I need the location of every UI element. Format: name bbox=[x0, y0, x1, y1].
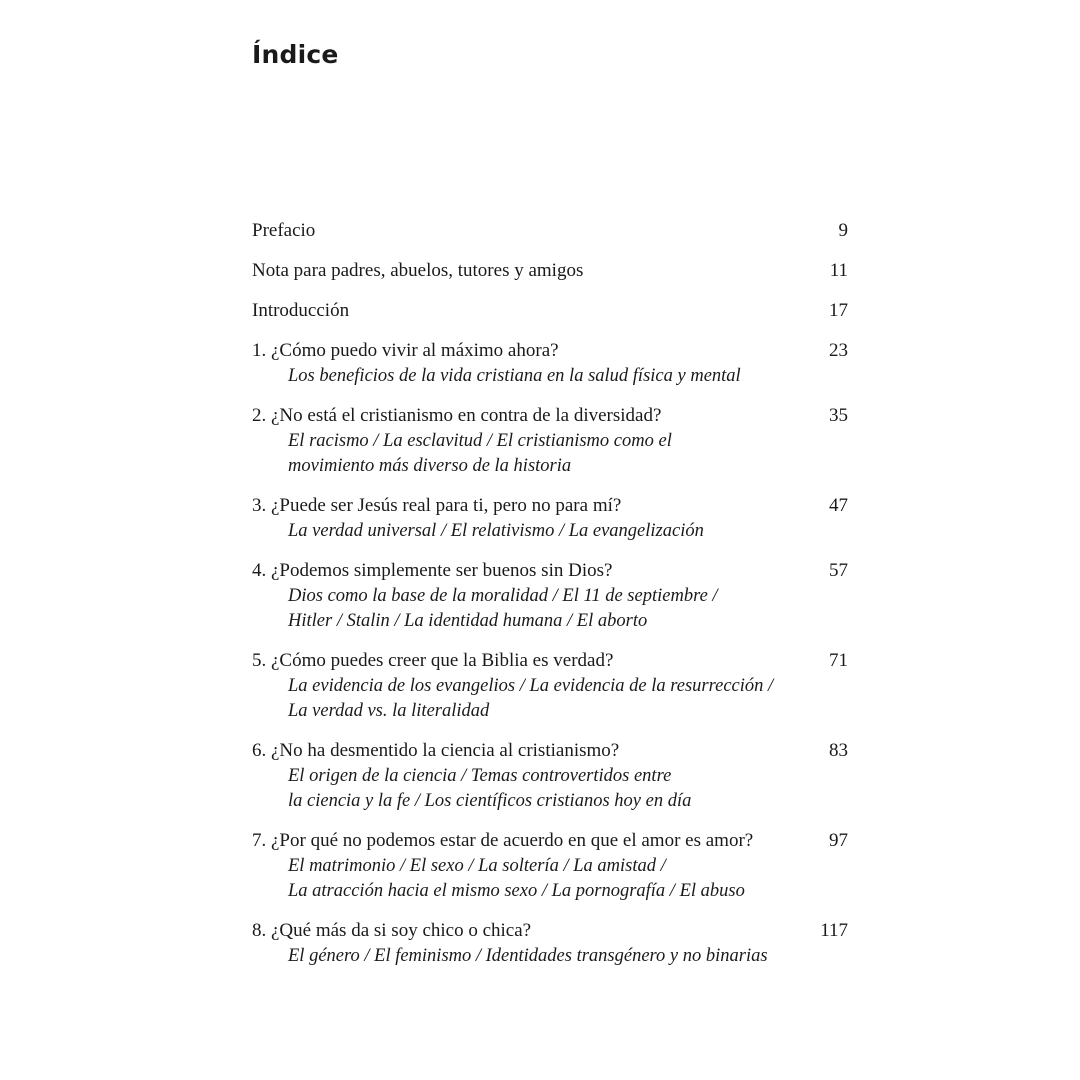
toc-entry-page: 17 bbox=[829, 300, 848, 321]
toc-entry-chapter-7 bbox=[252, 827, 850, 904]
toc-entry-subtopics bbox=[252, 944, 850, 969]
toc-subtopic-line: La evidencia de los evangelios / La evidencia de la resurrección / bbox=[288, 676, 774, 696]
toc-entry-page: 117 bbox=[820, 920, 848, 941]
toc-subtopic-line: El género / El feminismo / Identidades transgénero y no binarias bbox=[288, 946, 768, 966]
toc-subtopic-line: Los beneficios de la vida cristiana en la salud física y mental bbox=[288, 366, 741, 386]
toc-entry-nota bbox=[252, 257, 850, 284]
toc-subtopic-line: Hitler / Stalin / La identidad humana / El aborto bbox=[288, 611, 648, 631]
toc-entry-chapter-1 bbox=[252, 337, 850, 389]
toc-entry-page: 71 bbox=[829, 650, 848, 671]
toc-subtopic-line: El racismo / La esclavitud / El cristianismo como el bbox=[288, 431, 672, 451]
toc-subtopic-line: El matrimonio / El sexo / La soltería / La amistad / bbox=[288, 856, 666, 876]
toc-entry-chapter-6 bbox=[252, 737, 850, 814]
toc-entry-subtopics bbox=[252, 584, 850, 634]
toc-entry-subtopics bbox=[252, 854, 850, 904]
page-title: Índice bbox=[252, 40, 339, 69]
toc-entry-title: 1. ¿Cómo puedo vivir al máximo ahora? bbox=[252, 340, 559, 361]
toc-subtopic-line: El origen de la ciencia / Temas controvertidos entre bbox=[288, 766, 672, 786]
toc-entry-prefacio bbox=[252, 217, 850, 244]
toc-entry-page: 97 bbox=[829, 830, 848, 851]
toc-entry-title: Introducción bbox=[252, 300, 350, 321]
table-of-contents bbox=[252, 217, 850, 982]
toc-entry-title: Prefacio bbox=[252, 220, 316, 241]
toc-entry-chapter-3 bbox=[252, 492, 850, 544]
toc-entry-chapter-8 bbox=[252, 917, 850, 969]
toc-entry-page: 35 bbox=[829, 405, 848, 426]
toc-entry-title: 6. ¿No ha desmentido la ciencia al cristianismo? bbox=[252, 740, 620, 761]
toc-entry-page: 23 bbox=[829, 340, 848, 361]
toc-entry-page: 83 bbox=[829, 740, 848, 761]
toc-entry-page: 9 bbox=[838, 220, 848, 241]
toc-entry-subtopics bbox=[252, 674, 850, 724]
toc-subtopic-line: la ciencia y la fe / Los científicos cristianos hoy en día bbox=[288, 791, 692, 811]
toc-entry-title: 2. ¿No está el cristianismo en contra de la diversidad? bbox=[252, 405, 662, 426]
toc-entry-subtopics bbox=[252, 429, 850, 479]
toc-entry-title: 4. ¿Podemos simplemente ser buenos sin Dios? bbox=[252, 560, 613, 581]
toc-entry-subtopics bbox=[252, 519, 850, 544]
toc-entry-chapter-4 bbox=[252, 557, 850, 634]
toc-entry-title: 3. ¿Puede ser Jesús real para ti, pero no para mí? bbox=[252, 495, 622, 516]
toc-entry-subtopics bbox=[252, 764, 850, 814]
toc-subtopic-line: movimiento más diverso de la historia bbox=[288, 456, 572, 476]
toc-entry-chapter-2 bbox=[252, 402, 850, 479]
toc-entry-subtopics bbox=[252, 364, 850, 389]
toc-entry-introduccion bbox=[252, 297, 850, 324]
toc-entry-chapter-5 bbox=[252, 647, 850, 724]
toc-entry-title: 7. ¿Por qué no podemos estar de acuerdo en que el amor es amor? bbox=[252, 830, 754, 851]
toc-subtopic-line: Dios como la base de la moralidad / El 11 de septiembre / bbox=[288, 586, 718, 606]
toc-subtopic-line: La verdad universal / El relativismo / La evangelización bbox=[288, 521, 704, 541]
toc-entry-title: Nota para padres, abuelos, tutores y amigos bbox=[252, 260, 584, 281]
toc-entry-title: 5. ¿Cómo puedes creer que la Biblia es verdad? bbox=[252, 650, 614, 671]
toc-subtopic-line: La atracción hacia el mismo sexo / La pornografía / El abuso bbox=[288, 881, 745, 901]
toc-entry-title: 8. ¿Qué más da si soy chico o chica? bbox=[252, 920, 532, 941]
toc-subtopic-line: La verdad vs. la literalidad bbox=[288, 701, 490, 721]
toc-entry-page: 11 bbox=[829, 260, 848, 281]
toc-entry-page: 57 bbox=[829, 560, 848, 581]
toc-entry-page: 47 bbox=[829, 495, 848, 516]
